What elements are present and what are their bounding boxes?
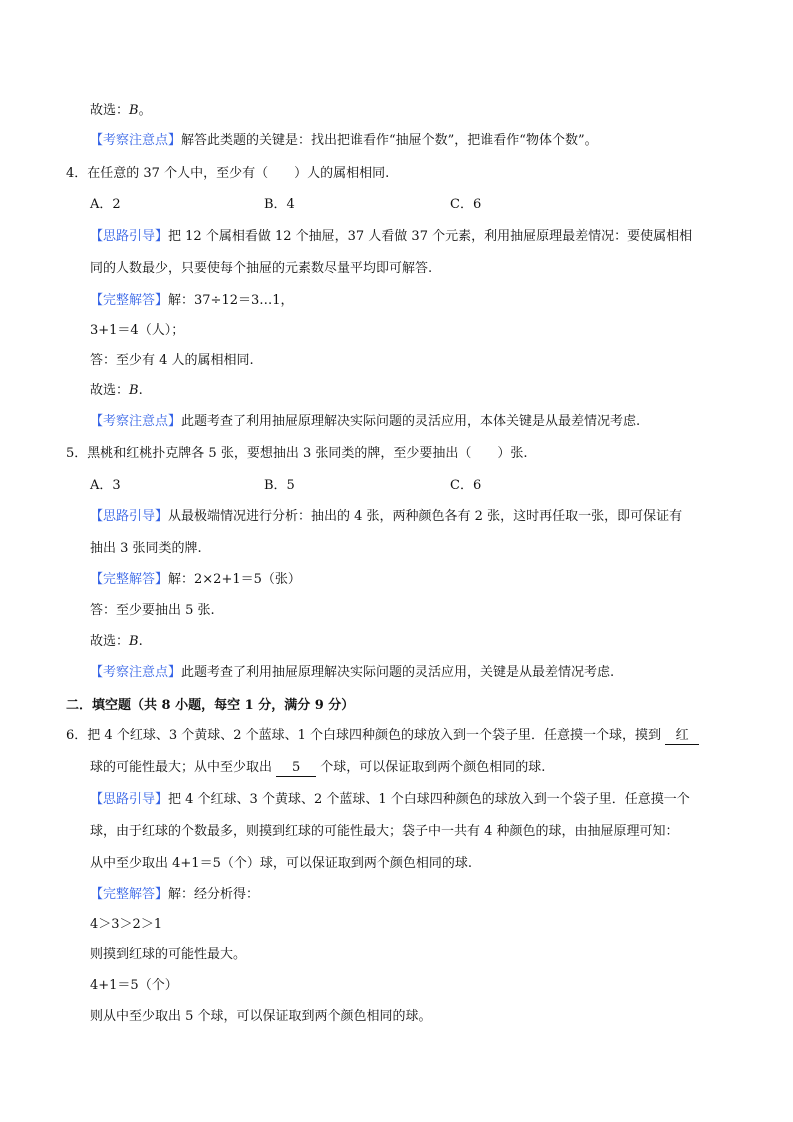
hint-text: 把 4 个红球、3 个黄球、2 个蓝球、1 个白球四种颜色的球放入到一个袋子里．任意摸一个: [168, 792, 690, 807]
hint-tag: 【思路引导】: [90, 792, 169, 807]
solution-line: [90, 292, 294, 310]
text: .: [138, 383, 143, 398]
solution-line: [90, 322, 184, 340]
option-a: A．2: [90, 197, 121, 212]
question-text: 在任意的 37 个人中，至少有（ ）人的属相相同.: [87, 166, 390, 181]
solution-line: [90, 977, 178, 995]
hint-tag: 【思路引导】: [90, 229, 169, 244]
solution-tag: 【完整解答】: [90, 572, 169, 587]
hint-text: 同的人数最少，只要使每个抽屉的元素数尽量平均即可解答.: [90, 261, 433, 276]
option-c: C．6: [450, 478, 482, 493]
answer-var: B: [129, 103, 139, 118]
note-tag: 【考察注意点】: [90, 665, 182, 680]
note-text: 此题考查了利用抽屉原理解决实际问题的灵活应用，关键是从最差情况考虑.: [181, 665, 615, 680]
hint-line: [90, 508, 682, 526]
answer-line: [90, 352, 254, 370]
note-line: [90, 413, 640, 431]
solution-line: [90, 886, 259, 904]
solution-line: [90, 916, 162, 934]
hint-line: [90, 228, 692, 246]
hint-line: [90, 855, 472, 873]
question-text: 个球，可以保证取到两个颜色相同的球.: [320, 760, 546, 775]
question-number: 5．: [66, 446, 88, 461]
solution-text: 则摸到红球的可能性最大。: [90, 947, 247, 962]
solution-text: 解：2×2+1＝5（张）: [168, 572, 301, 587]
hint-line: [90, 823, 679, 841]
note-tag: 【考察注意点】: [90, 414, 182, 429]
solution-text: 则从中至少取出 5 个球，可以保证取到两个颜色相同的球。: [90, 1009, 432, 1024]
note-text: 解答此类题的关键是：找出把谁看作“抽屉个数”，把谁看作“物体个数”。: [181, 133, 598, 148]
text: 故选：: [90, 634, 130, 649]
fill-blank: 红: [665, 728, 699, 745]
answer-text: 答：至少有 4 人的属相相同.: [90, 353, 254, 368]
hint-text: 从中至少取出 4+1＝5（个）球，可以保证取到两个颜色相同的球.: [90, 856, 472, 871]
solution-text: 解：经分析得：: [168, 887, 260, 902]
question-6-cont: [90, 759, 545, 777]
hint-text: 球，由于红球的个数最多，则摸到红球的可能性最大；袋子中一共有 4 种颜色的球，由抽屉原理可知：: [90, 824, 679, 839]
hint-line: [90, 540, 202, 558]
solution-text: 4+1＝5（个）: [90, 978, 178, 993]
answer-var: B: [129, 383, 139, 398]
solution-text: 解：37÷12＝3…1，: [168, 293, 294, 308]
choice-line: [90, 382, 143, 400]
text: 故选：: [90, 103, 130, 118]
question-text: 把 4 个红球、3 个黄球、2 个蓝球、1 个白球四种颜色的球放入到一个袋子里．任意摸一个球，摸到: [87, 728, 662, 743]
hint-tag: 【思路引导】: [90, 509, 169, 524]
note-line: [90, 664, 614, 682]
solution-tag: 【完整解答】: [90, 887, 169, 902]
question-text: 黑桃和红桃扑克牌各 5 张，要想抽出 3 张同类的牌，至少要抽出（ ）张.: [87, 446, 528, 461]
fill-blank: 5: [276, 760, 316, 777]
option-b: B．5: [264, 478, 295, 493]
question-4: [66, 165, 389, 183]
text: 。: [138, 103, 152, 118]
solution-text: 3+1＝4（人）；: [90, 323, 185, 338]
solution-line: [90, 1008, 432, 1026]
choice-line: [90, 633, 143, 651]
answer-text: 答：至少要抽出 5 张.: [90, 603, 215, 618]
solution-line: [90, 571, 301, 589]
section-heading: [66, 697, 354, 715]
solution-text: 4＞3＞2＞1: [90, 917, 163, 932]
option-c: C．6: [450, 197, 482, 212]
answer-var: B: [129, 634, 139, 649]
question-text: 球的可能性最大；从中至少取出: [90, 760, 273, 775]
solution-line: [90, 946, 246, 964]
question-5: [66, 445, 528, 463]
solution-tag: 【完整解答】: [90, 293, 169, 308]
hint-text: 把 12 个属相看做 12 个抽屉，37 人看做 37 个元素，利用抽屉原理最差情况：要使属相相: [168, 229, 693, 244]
text: 故选：: [90, 383, 130, 398]
hint-line: [90, 260, 432, 278]
hint-line: [90, 791, 690, 809]
text: .: [138, 634, 143, 649]
choice-line: [90, 102, 152, 120]
answer-line: [90, 602, 215, 620]
hint-text: 抽出 3 张同类的牌.: [90, 541, 202, 556]
option-a: A．3: [90, 478, 121, 493]
hint-text: 从最极端情况进行分析：抽出的 4 张，两种颜色各有 2 张，这时再任取一张，即可保证有: [168, 509, 683, 524]
note-line: [90, 132, 598, 150]
question-number: 4．: [66, 166, 88, 181]
question-number: 6．: [66, 728, 88, 743]
note-text: 此题考查了利用抽屉原理解决实际问题的灵活应用，本体关键是从最差情况考虑.: [181, 414, 641, 429]
section-title: 二．填空题（共 8 小题，每空 1 分，满分 9 分）: [66, 698, 355, 713]
question-6: [66, 727, 699, 745]
note-tag: 【考察注意点】: [90, 133, 182, 148]
option-b: B．4: [264, 197, 295, 212]
